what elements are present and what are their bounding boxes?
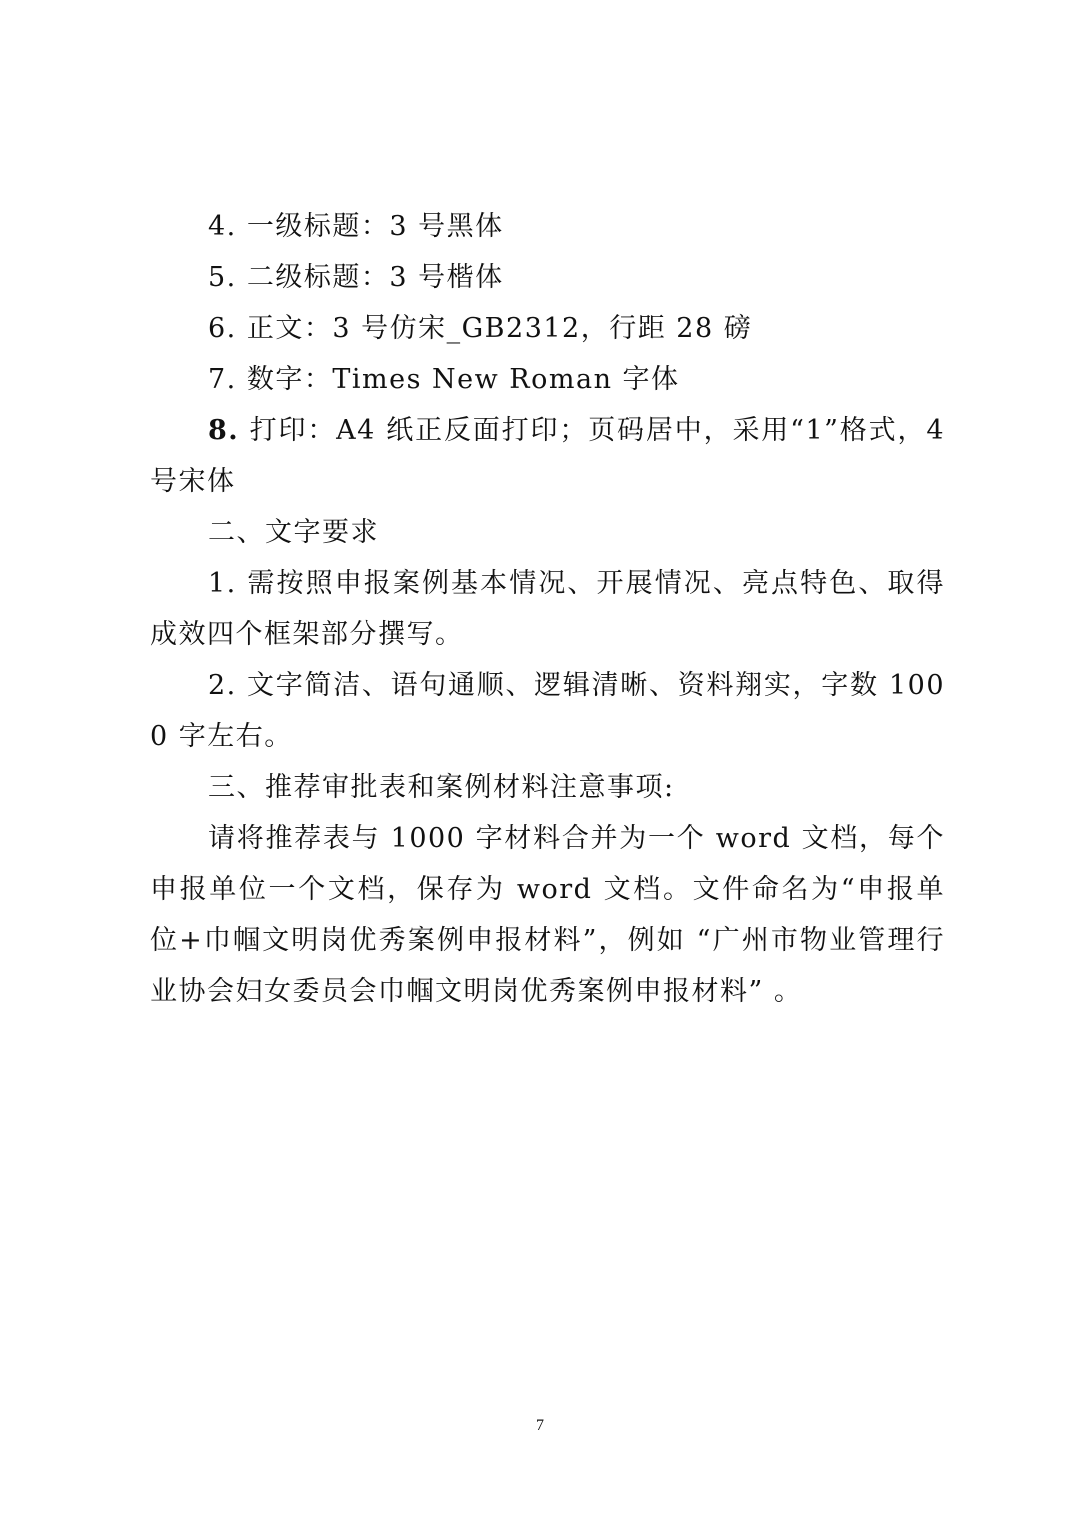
format-item-8-text: 打印：A4 纸正反面打印；页码居中，采用“1”格式，4 号宋体	[150, 415, 945, 497]
page-number: 7	[536, 1417, 544, 1434]
text-requirement-1: 1. 需按照申报案例基本情况、开展情况、亮点特色、取得成效四个框架部分撰写。	[150, 568, 945, 650]
format-item-5: 5. 二级标题：3 号楷体	[208, 262, 504, 293]
format-item-4: 4. 一级标题：3 号黑体	[208, 211, 504, 242]
text-requirement-2: 2. 文字简洁、语句通顺、逻辑清晰、资料翔实，字数 1000 字左右。	[150, 670, 945, 752]
format-item-8-number: 8.	[208, 415, 240, 446]
format-item-6: 6. 正文：3 号仿宋_GB2312，行距 28 磅	[208, 313, 753, 344]
section-heading-text-requirements: 二、文字要求	[208, 517, 379, 548]
format-item-8	[150, 405, 945, 507]
format-item-7: 7. 数字：Times New Roman 字体	[208, 364, 680, 395]
notes-paragraph: 请将推荐表与 1000 字材料合并为一个 word 文档，每个申报单位一个文档，保存为 word 文档。文件命名为“申报单位+巾帼文明岗优秀案例申报材料”，例如 “广州市物业管理行业协会妇女委员会巾帼文明岗优秀案例申报材料” 。	[150, 823, 945, 1007]
section-heading-notes: 三、推荐审批表和案例材料注意事项:	[208, 772, 675, 803]
document-body	[150, 201, 945, 1017]
